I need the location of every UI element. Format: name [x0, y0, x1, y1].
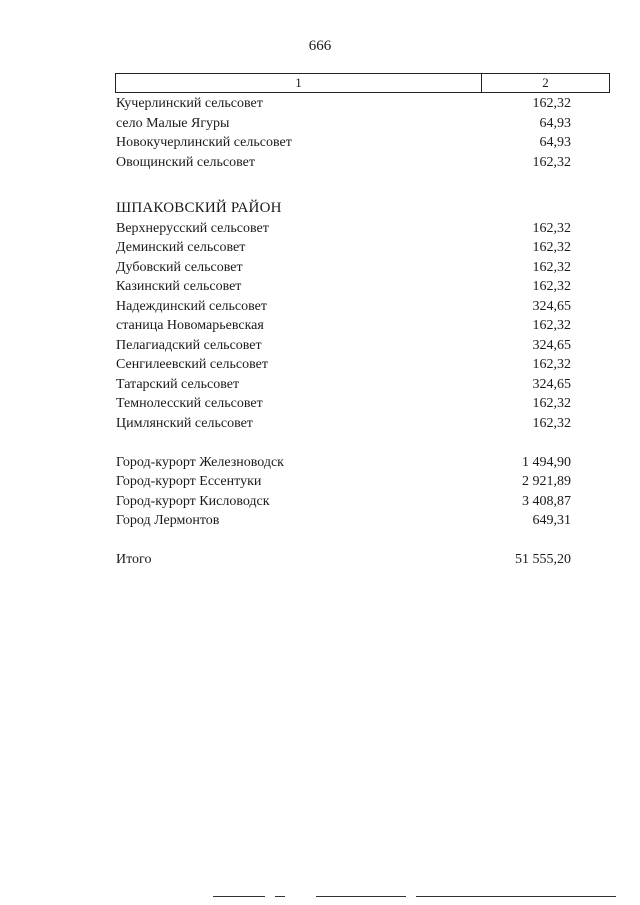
- district-heading: ШПАКОВСКИЙ РАЙОН: [116, 199, 282, 216]
- row-value: 162,32: [532, 415, 571, 431]
- footer-rule: [275, 896, 285, 897]
- footer-rule: [213, 896, 265, 897]
- table-row: [116, 472, 571, 492]
- spacer: [116, 433, 571, 453]
- row-value: 324,65: [532, 337, 571, 353]
- row-name: Сенгилеевский сельсовет: [116, 357, 268, 372]
- table-row: [116, 94, 571, 114]
- table-row: [116, 394, 571, 414]
- table-row: [116, 153, 571, 173]
- row-value: 324,65: [532, 376, 571, 392]
- cities-group: [116, 453, 571, 531]
- row-value: 3 408,87: [522, 493, 571, 509]
- row-value: 64,93: [539, 135, 571, 150]
- row-name: Верхнерусский сельсовет: [116, 220, 269, 236]
- row-value: 162,32: [532, 259, 571, 275]
- row-name: Деминский сельсовет: [116, 240, 246, 255]
- row-name: Казинский сельсовет: [116, 279, 242, 294]
- row-value: 64,93: [539, 115, 571, 131]
- row-name: Город-курорт Кисловодск: [116, 493, 270, 509]
- table-row: [116, 114, 571, 134]
- row-name: Город-курорт Ессентуки: [116, 474, 262, 489]
- total-row: [116, 550, 571, 570]
- row-value: 324,65: [532, 298, 571, 314]
- row-value: 1 494,90: [522, 454, 571, 470]
- table-row: [116, 336, 571, 356]
- table-row: [116, 375, 571, 395]
- row-name: Темнолесский сельсовет: [116, 396, 263, 411]
- page-number: 666: [308, 38, 332, 54]
- spacer: [116, 531, 571, 551]
- table-row: [116, 219, 571, 239]
- row-name: Город Лермонтов: [116, 513, 220, 528]
- row-name: станица Новомарьевская: [116, 318, 264, 333]
- district-rows: [116, 219, 571, 434]
- table-row: [116, 316, 571, 336]
- column-2-header: 2: [542, 75, 549, 90]
- row-name: Цимлянский сельсовет: [116, 415, 253, 431]
- row-value: 162,32: [532, 220, 571, 236]
- row-name: Новокучерлинский сельсовет: [116, 135, 292, 150]
- table-row: [116, 355, 571, 375]
- table-row: [116, 414, 571, 434]
- row-name: Татарский сельсовет: [116, 376, 240, 392]
- document-body: [116, 94, 571, 570]
- table-row: [116, 238, 571, 258]
- table-row: [116, 511, 571, 531]
- group-1: [116, 94, 571, 172]
- table-row: [116, 492, 571, 512]
- table-header: [115, 73, 610, 93]
- table-row: [116, 277, 571, 297]
- row-name: Дубовский сельсовет: [116, 259, 243, 275]
- row-name: Овощинский сельсовет: [116, 154, 255, 170]
- row-value: 2 921,89: [522, 474, 571, 489]
- row-name: Кучерлинский сельсовет: [116, 96, 263, 111]
- table-row: [116, 133, 571, 153]
- row-value: 162,32: [532, 357, 571, 372]
- table-row: [116, 297, 571, 317]
- footer-rule: [416, 896, 616, 897]
- row-value: 162,32: [532, 96, 571, 111]
- row-name: Пелагиадский сельсовет: [116, 337, 262, 353]
- row-value: 162,32: [532, 279, 571, 294]
- spacer: [116, 172, 571, 192]
- table-row: [116, 453, 571, 473]
- row-value: 162,32: [532, 396, 571, 411]
- row-value: 162,32: [532, 240, 571, 255]
- row-name: Надеждинский сельсовет: [116, 298, 267, 314]
- row-value: 162,32: [532, 154, 571, 170]
- row-value: 162,32: [532, 318, 571, 333]
- column-1-header: 1: [116, 74, 482, 92]
- footer-rule: [316, 896, 406, 897]
- total-label: Итого: [116, 552, 152, 567]
- row-name: Город-курорт Железноводск: [116, 454, 284, 470]
- row-name: село Малые Ягуры: [116, 115, 230, 131]
- table-row: [116, 258, 571, 278]
- row-value: 649,31: [532, 513, 571, 528]
- total-value: 51 555,20: [515, 552, 571, 567]
